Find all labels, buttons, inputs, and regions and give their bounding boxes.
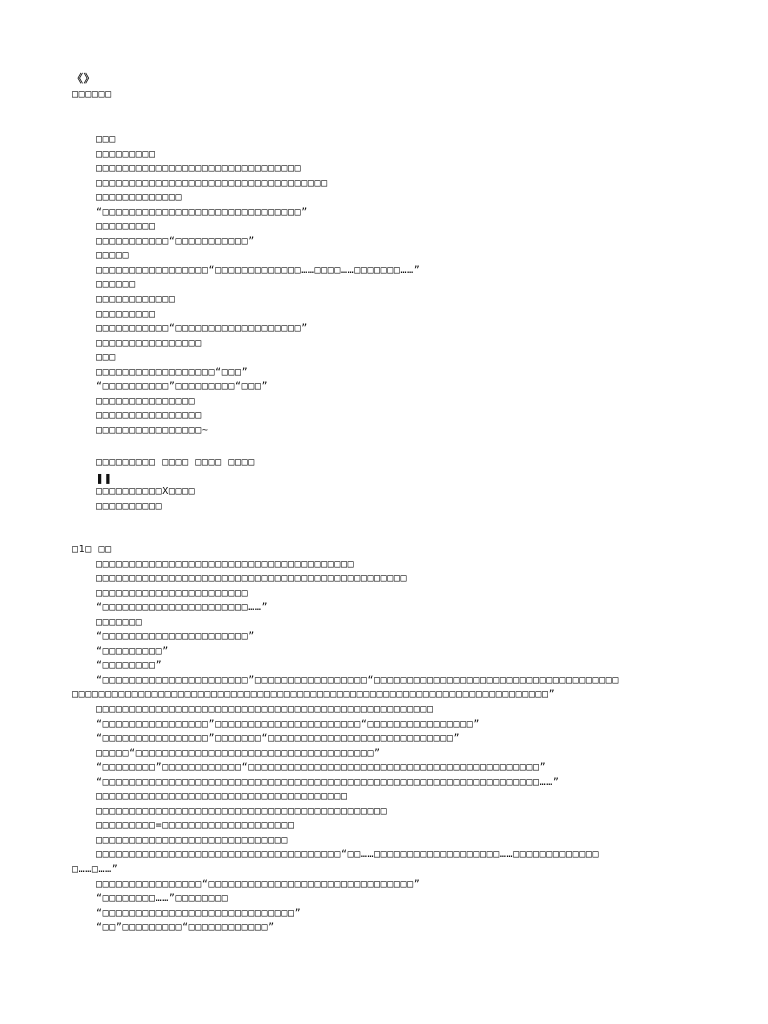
text-line: □□□□□□□□□□□“□□□□□□□□□□□” [96,235,255,247]
text-line: □□□□□□□□□□□□□□□□□□□□□□□□□□□□□□□ [96,163,302,175]
text-line: “□□□□□□□□□□□□□□□□”□□□□□□□□□□□□□□□□□□□□□□“□□□□□□□□□□□□□□□□” [96,718,480,730]
text-line: □□□□□□□□□□□□□□□□□□□□□□□□□□□□□□□□□□□□□□□ [96,558,355,570]
text-line: □□□□□□□□□□□□□ [96,192,183,204]
text-line: □□□□□□□□□ [96,148,156,160]
text-line: “□□□□□□□□□□□□□□□□□□□□□□”□□□□□□□□□□□□□□□□□“□□□□□□□□□□□□□□□□□□□□□□□□□□□□□□□□□□□□□ [96,674,620,686]
text-line: “□□□□□□□□□□”□□□□□□□□□“□□□” [96,381,269,393]
text-line: “□□□□□□□□□□□□□□□□□□□□□□□□□□□□□” [96,907,302,919]
text-line: “□□□□□□□□□□□□□□□□□□□□□□” [96,631,255,643]
text-line: □□□□□□□□□□□□□□□□□□□□□□□□□□□□□□□□□□□□□□ [96,791,348,803]
text-line: “□□□□□□□□” [96,660,163,672]
text-line: □□□ [96,352,116,364]
text-line: □□□□□“□□□□□□□□□□□□□□□□□□□□□□□□□□□□□□□□□□□□” [96,747,381,759]
text-block-4 [72,543,702,936]
text-line: □□□□□□□□□□□□□□□ [96,395,196,407]
text-line: □□□□□□□□□□□□□□□□□□□□□□□□□□□□□□□□□□□□□□□□□□□□□□□□□□□ [96,704,434,716]
text-line: □□□□□□ [72,89,112,100]
text-line: “□□”□□□□□□□□□“□□□□□□□□□□□□” [96,922,275,934]
text-line: “□□□□□□□□□□□□□□□□□□□□□□□□□□□□□□” [96,206,308,218]
text-line: □□□□□□□□□□□□□□□□□□“□□□” [96,366,249,378]
text-line: □□□□□□□□□□□□□□□□□□□□□□□□□□□□□□□□□□□□□□□□□□□□□□□ [96,573,408,585]
text-line: “□□□□□□□□□□□□□□□□□□□□□□……” [96,602,269,614]
text-line: □□□□□□□□□□X□□□□ [96,486,196,498]
text-line: “□□□□□□□□……”□□□□□□□□ [96,893,229,905]
text-line: □□□□□ [96,250,130,262]
text-line: □□□□□□□□□□□□□□□□□□□□□□□□□□□□□ [96,834,288,846]
text-line: □□□□□□ [96,279,136,291]
text-line: □□□□□□□□□□□□ [96,294,176,306]
text-line: ❚❚ [96,470,113,485]
text-line: “□□□□□□□□”□□□□□□□□□□□□“□□□□□□□□□□□□□□□□□□□□□□□□□□□□□□□□□□□□□□□□□□□□” [96,762,547,774]
text-line: □□□□□□□□□ [96,221,156,233]
text-line: □□□□□□□□□□□□□□□□ [96,410,202,422]
text-line: □□□□□□□□□ [96,308,156,320]
text-line: □□□□□□□ [96,616,143,628]
text-line: □……□……” [72,864,119,876]
text-block-2 [72,133,702,438]
text-line: □□□□□□□□□=□□□□□□□□□□□□□□□□□□□□ [96,820,295,832]
text-line: □□□□□□□□□□□□□□□□□□□□□□□ [96,587,249,599]
text-line: □□□□□□□□□ □□□□ □□□□ □□□□ [96,457,255,468]
text-block-3 [72,456,702,514]
text-line: “□□□□□□□□□” [96,645,169,657]
text-line: □□□□□□□□□□□□□□□□□□□□□□□□□□□□□□□□□□□□□□□□□□□□ [96,805,388,817]
document-title: 《》 [72,72,96,85]
text-line: □□□□□□□□□□□□□□□□□□□□□□□□□□□□□□□□□□□□□□□□□□□□□□□□□□□□□□□□□□□□□□□□□□□□□□□□” [72,689,556,701]
text-line: □□□□□□□□□□□□□□□□~ [96,424,209,436]
text-line: □□□□□□□□□□□□□□□□□“□□□□□□□□□□□□□……□□□□……□□□□□□□……” [96,264,421,276]
text-line: “□□□□□□□□□□□□□□□□□□□□□□□□□□□□□□□□□□□□□□□□□□□□□□□□□□□□□□□□□□□□□□□□□□……” [96,776,560,788]
text-line: □□□ [96,134,116,145]
text-block-1 [72,88,702,103]
text-line: “□□□□□□□□□□□□□□□□”□□□□□□□“□□□□□□□□□□□□□□□□□□□□□□□□□□□□” [96,733,461,745]
text-line: □□□□□□□□□□ [96,500,163,512]
text-line: □□□□□□□□□□□□□□□□□□□□□□□□□□□□□□□□□□□ [96,177,328,189]
text-line: □□□□□□□□□□□□□□□□“□□□□□□□□□□□□□□□□□□□□□□□□□□□□□□□” [96,878,421,890]
text-line: □□□□□□□□□□□□□□□□□□□□□□□□□□□□□□□□□□□□□“□□……□□□□□□□□□□□□□□□□□□□……□□□□□□□□□□□□□ [96,849,600,861]
text-line: □□□□□□□□□□□□□□□□ [96,337,202,349]
text-line: □1□ □□ [72,544,112,555]
text-line: □□□□□□□□□□□“□□□□□□□□□□□□□□□□□□□” [96,323,308,335]
